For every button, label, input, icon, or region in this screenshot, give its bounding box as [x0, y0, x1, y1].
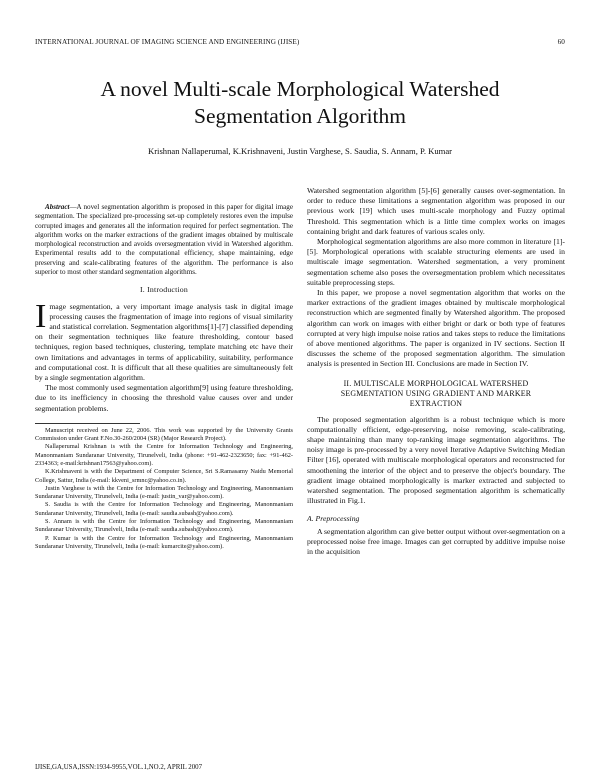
abstract: [35, 203, 293, 277]
paper-title-line-2: Segmentation Algorithm: [194, 104, 406, 128]
running-header: INTERNATIONAL JOURNAL OF IMAGING SCIENCE AND ENGINEERING (IJISE): [35, 38, 300, 46]
author-list: Krishnan Nallaperumal, K.Krishnaveni, Justin Varghese, S. Saudia, S. Annam, P. Kumar: [147, 146, 452, 156]
footnote: Justin Varghese is with the Centre for Information Technology and Engineering, Manonmaniam Sundaranar University, Tirunelveli, India (e-mail: justin_var@yahoo.com).: [35, 484, 293, 501]
section-2-heading-line: SEGMENTATION USING GRADIENT AND MARKER: [340, 388, 532, 398]
footnote: Nallaperumal Krishnan is with the Centre for Information Technology and Engineering, Manonmaniam Sundaranar University, Tirunelveli, India (phone: +91-462-2323650; fax: +91-462-2334363; e-mail:krishnan17563@yahoo.com).: [35, 443, 293, 467]
footnote: K.Krishnaveni is with the Department of Computer Science, Sri S.Ramasamy Naidu Memorial College, Sattur, India (e-mail: kkveni_srmnc@yahoo.co.in).: [35, 468, 293, 484]
right-column: [307, 186, 565, 557]
section-2-heading-line: EXTRACTION: [409, 398, 463, 408]
paper-title-line-1: A novel Multi-scale Morphological Watershed: [100, 77, 500, 101]
body-paragraph: A segmentation algorithm can give better output without over-segmentation on a preprocessed noise free image. Images can get corrupted by additive impulse noise in the acquisition: [307, 526, 565, 557]
footnote: P. Kumar is with the Centre for Information Technology and Engineering, Manonmaniam Sundaranar University, Tirunelveli, India (e-mail: kumarcite@yahoo.com).: [35, 534, 293, 550]
section-2-heading-line: II. MULTISCALE MORPHOLOGICAL WATERSHED: [343, 378, 529, 388]
body-paragraph: Watershed segmentation algorithm [5]-[6] generally causes over-segmentation. In order to reduce these limitations a segmentation algorithm was proposed in our previous work [19] which uses multi-scale morphology and Fuzzy optimal Threshold. This segmentation which is a little time complex works on images containing bright and dark features of various scales only.: [307, 186, 565, 236]
body-paragraph: Morphological segmentation algorithms are also more common in literature [1]-[5]. Morphological operations with scalable structuring elements are used in multiscale image segmentation. Watershed segmentation, a very prominent segmentation scheme also poses the oversegmentation problem which necessitates suitable preprocessing steps.: [307, 237, 565, 287]
footnote: S. Annam is with the Centre for Information Technology and Engineering, Manonmaniam Sundaranar University, Tirunelveli, India (e-mail: saudia.subash@yahoo.com).: [35, 518, 293, 534]
abstract-label: Abstract: [45, 203, 70, 211]
drop-cap: I: [35, 297, 47, 335]
section-2-heading: [307, 379, 565, 409]
body-paragraph: The proposed segmentation algorithm is a robust technique which is more computationally efficient, edge-preserving, noise removing, scale-calibrating, shape maintaining than many top-ranking image segmentation algorithms. The noisy image is pre-processed by a very novel Iterative Adaptive Switching Median Filter [16], operated with multiscale morphological operators and reconstructed for smoothening the interior of the object and to preserve the object's boundary. The gradient image obtained morphologically is marker extracted and subjected to watershed segmentation. The proposed segmentation algorithm is schematically illustrated in Fig.1.: [307, 414, 565, 506]
body-paragraph: In this paper, we propose a novel segmentation algorithm that works on the marker extractions of the gradient images obtained by multiscale morphological reconstruction which are segmented finally by Watershed algorithm. The proposed algorithm can work on images with either bright or dark or both type of features corrupted at very high impulse noise ratios and takes steps to reduce the limitations of above mentioned algorithms. The paper is organized in IV sections. Section II discusses the scheme of the proposed segmentation algorithm. The simulation analysis is presented in Section III. Conclusions are made in Section IV.: [307, 288, 565, 369]
footnote: S. Saudia is with the Centre for Information Technology and Engineering, Manonmaniam Sundaranar University, Tirunelveli, India (e-mail: saudia.subash@yahoo.com).: [35, 501, 293, 517]
intro-paragraph-2: The most commonly used segmentation algorithm[9] using feature thresholding, due to its inefficiency in choosing the threshold value causes over and under segmentation problems.: [35, 383, 293, 413]
intro-paragraph-1: [35, 297, 293, 384]
page-footer: IJISE,GA,USA,ISSN:1934-9955,VOL.1,NO.2, APRIL 2007: [35, 764, 203, 771]
abstract-text: —A novel segmentation algorithm is proposed in this paper for digital image segmentation. The specialized pre-processing set-up completely restores even the impulse corrupted images and generates all the information required for perfect segmentation. The algorithm works on the marker extractions of the gradient images obtained by multiscale morphological reconstruction and avoids oversegmentation vivid in Watershed algorithm. Experimental results add to the computational efficiency, shape maintaining, edge preserving and scale-calibrating features of the algorithm. The performance is also superior to most other standard segmentation algorithms.: [35, 203, 293, 277]
subsection-heading: A. Preprocessing: [307, 514, 360, 524]
footnote: Manuscript received on June 22, 2006. This work was supported by the University Grants Commission under Grant F.No.30-260/2004 (SR) (Major Research Project).: [35, 426, 293, 443]
left-column: [35, 203, 293, 551]
section-1-heading: I. Introduction: [139, 285, 189, 295]
footnote-rule: [35, 423, 140, 424]
intro-paragraph-1-text: mage segmentation, a very important image analysis task in digital image processing causes the fragmentation of image into regions of visual similarity and statistical correlation. Segmentation algorithms[1]-[7] classified depending on their segmentation techniques like feature thresholding, contour based techniques, region based techniques, clustering, template matching etc have their own limitations and advantages in terms of applicability, suitability, performance and computational cost. It is difficult that all these qualities are simultaneously felt by a single segmentation algorithm.: [35, 301, 293, 382]
page-number: 60: [557, 38, 565, 46]
